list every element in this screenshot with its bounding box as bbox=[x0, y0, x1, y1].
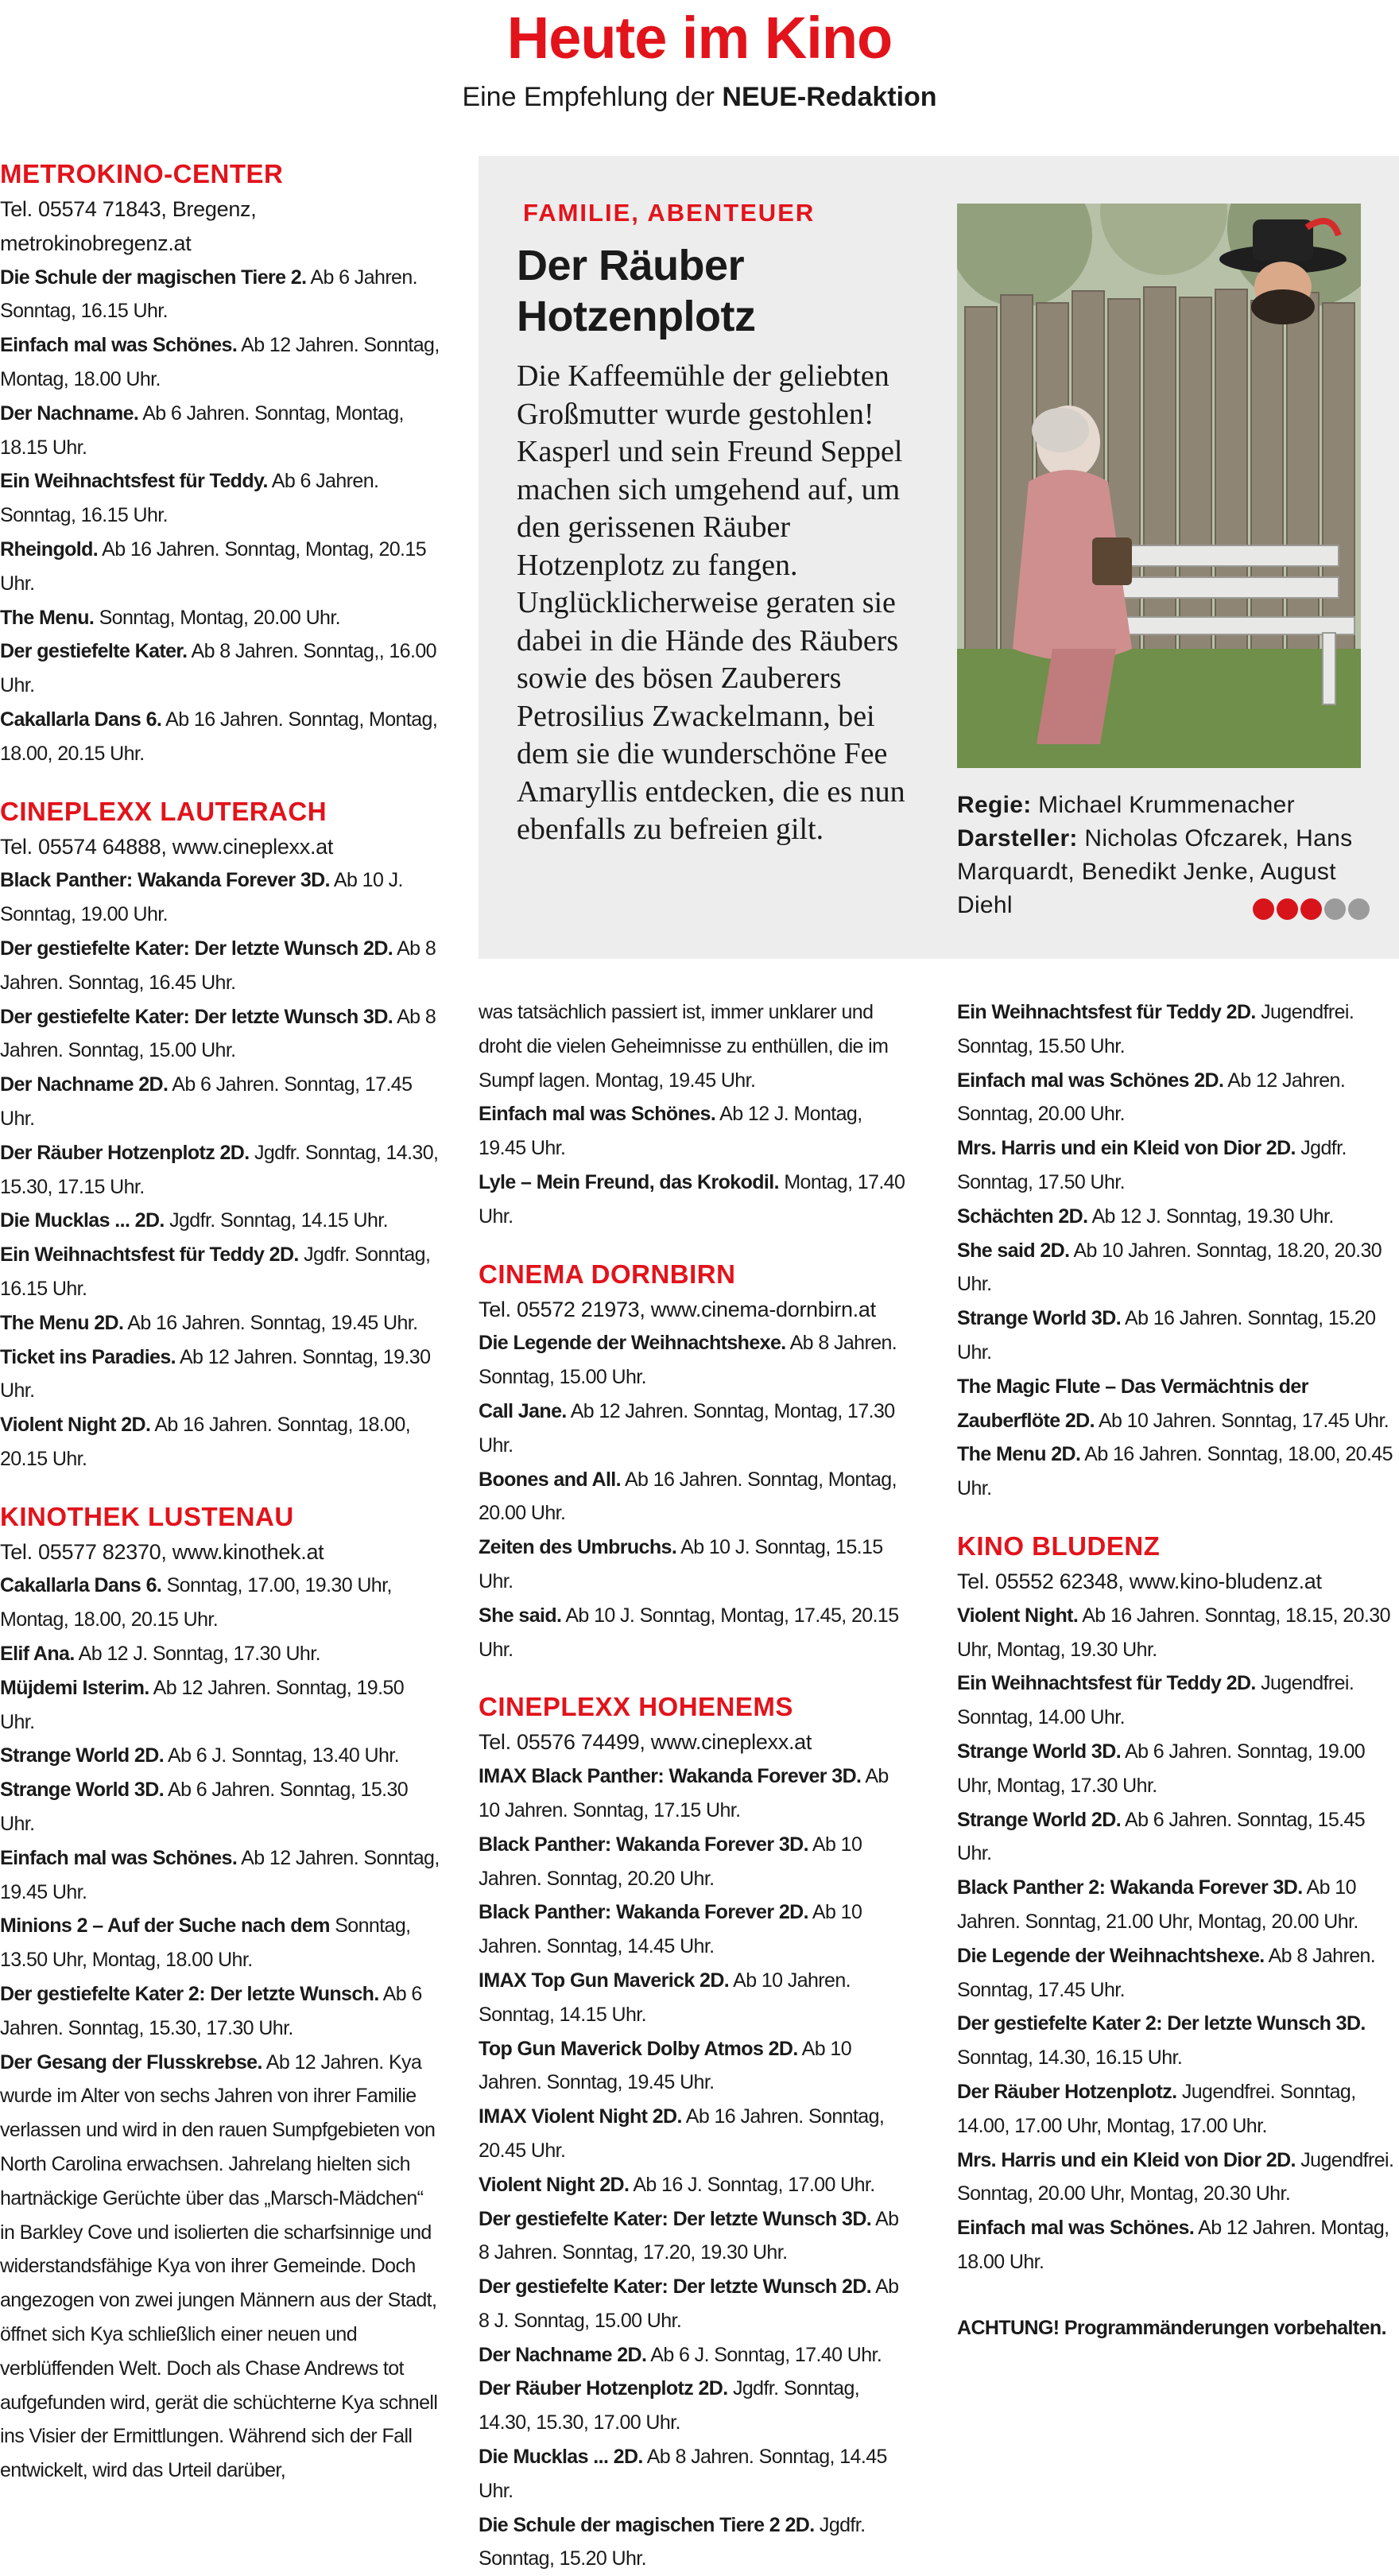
cinema-block bbox=[479, 1256, 908, 1667]
film-listing bbox=[0, 2046, 442, 2488]
film-title: Call Jane. bbox=[479, 1399, 567, 1422]
film-info: Jugendfrei. Sonntag, 20.00 Uhr, Montag, 20.30 Uhr. bbox=[957, 2148, 1394, 2206]
film-listing bbox=[0, 1671, 442, 1740]
film-title: Die Legende der Weihnachtshexe. bbox=[479, 1332, 786, 1355]
film-info: Ab 8 Jahren. Sonntag, 16.45 Uhr. bbox=[0, 937, 436, 994]
cinema-block bbox=[479, 995, 908, 1234]
film-listing bbox=[479, 2032, 908, 2101]
film-info: Sonntag, Montag, 20.00 Uhr. bbox=[94, 606, 341, 629]
film-listing bbox=[0, 1841, 442, 1910]
film-info: Ab 10 Jahren. Sonntag, 19.45 Uhr. bbox=[479, 2037, 852, 2094]
film-title: Einfach mal was Schönes 2D. bbox=[957, 1069, 1224, 1092]
film-info: Ab 6 Jahren. Sonntag, 15.30, 17.30 Uhr. bbox=[0, 1983, 422, 2039]
film-info: Jugendfrei. Sonntag, 15.50 Uhr. bbox=[957, 1001, 1354, 1057]
cinema-block bbox=[479, 1689, 908, 2576]
film-info: Ab 8 Jahren. Sonntag, 14.45 Uhr. bbox=[479, 2446, 887, 2502]
film-info: Jgdfr. Sonntag, 14.30, 15.30, 17.15 Uhr. bbox=[0, 1141, 439, 1198]
film-title: Top Gun Maverick Dolby Atmos 2D. bbox=[479, 2037, 798, 2060]
film-title: Lyle – Mein Freund, das Krokodil. bbox=[479, 1170, 779, 1193]
film-listing bbox=[0, 464, 442, 533]
film-info: Ab 16 Jahren. Sonntag, 20.45 Uhr. bbox=[479, 2105, 885, 2162]
film-title: Der gestiefelte Kater 2: Der letzte Wunsch 3D. bbox=[957, 2012, 1366, 2035]
film-title: Strange World 3D. bbox=[0, 1779, 165, 1802]
film-listing bbox=[0, 1204, 442, 1238]
film-listing bbox=[957, 995, 1399, 1064]
cinema-name: METROKINO-CENTER bbox=[0, 159, 284, 188]
film-listing bbox=[479, 2338, 908, 2372]
film-listing bbox=[0, 1000, 442, 1069]
film-listing bbox=[0, 1068, 442, 1136]
film-info: Ab 12 J. Sonntag, 17.30 Uhr. bbox=[74, 1643, 320, 1666]
film-title: Violent Night. bbox=[957, 1604, 1079, 1627]
feature-genre: FAMILIE, ABENTEUER bbox=[523, 199, 816, 227]
film-title: Der gestiefelte Kater: Der letzte Wunsch 2D. bbox=[479, 2275, 872, 2299]
cinema-name: KINO BLUDENZ bbox=[957, 1530, 1161, 1561]
film-title: Ein Weihnachtsfest für Teddy. bbox=[0, 470, 268, 493]
film-info: Ab 6 Jahren. Sonntag, 16.15 Uhr. bbox=[0, 266, 417, 323]
film-listing bbox=[957, 1131, 1399, 1200]
film-info: Ab 8 J. Sonntag, 15.00 Uhr. bbox=[479, 2275, 899, 2332]
film-title: Die Schule der magischen Tiere 2. bbox=[0, 266, 307, 289]
film-info: Ab 8 Jahren. Sonntag, 15.00 Uhr. bbox=[479, 1332, 897, 1389]
subtitle-prefix: Eine Empfehlung der bbox=[462, 82, 723, 112]
film-title: She said. bbox=[479, 1604, 562, 1627]
cinema-name: CINEMA DORNBIRN bbox=[479, 1259, 736, 1289]
film-listing bbox=[479, 1395, 908, 1463]
film-title: Der Gesang der Flusskrebse. bbox=[0, 2050, 262, 2074]
cinema-contact: Tel. 05552 62348, www.kino-bludenz.at bbox=[957, 1569, 1322, 1593]
film-listing bbox=[479, 1599, 908, 1667]
film-listing bbox=[0, 533, 442, 601]
film-title: Der Nachname. bbox=[0, 402, 139, 425]
film-info: Ab 12 Jahren. Sonntag, 19.30 Uhr. bbox=[0, 1345, 431, 1402]
film-listing bbox=[957, 2075, 1399, 2143]
film-info: Ab 10 Jahren. Sonntag, 17.45 Uhr. bbox=[1094, 1409, 1389, 1432]
film-info: Ab 8 Jahren. Sonntag, 17.20, 19.30 Uhr. bbox=[479, 2207, 899, 2264]
film-listing bbox=[957, 1871, 1399, 1939]
film-title: Der gestiefelte Kater: Der letzte Wunsch 2D. bbox=[0, 937, 393, 960]
film-info: Ab 16 Jahren. Sonntag, 19.45 Uhr. bbox=[123, 1311, 418, 1334]
film-title: Der Räuber Hotzenplotz 2D. bbox=[0, 1141, 250, 1164]
film-listing bbox=[479, 2168, 908, 2202]
film-title: The Menu 2D. bbox=[0, 1311, 124, 1334]
film-title: Black Panther: Wakanda Forever 3D. bbox=[479, 1833, 808, 1856]
film-title: Der Räuber Hotzenplotz 2D. bbox=[479, 2377, 728, 2400]
film-info: Jgdfr. Sonntag, 14.15 Uhr. bbox=[164, 1209, 388, 1232]
film-listing bbox=[957, 1735, 1399, 1803]
film-title: IMAX Top Gun Maverick 2D. bbox=[479, 1969, 730, 1992]
film-listing bbox=[957, 1064, 1399, 1132]
film-info: Ab 12 Jahren. Sonntag, 19.45 Uhr. bbox=[0, 1846, 440, 1903]
cinema-contact: Tel. 05576 74499, www.cineplexx.at bbox=[479, 1730, 812, 1755]
film-title: Strange World 3D. bbox=[957, 1307, 1122, 1330]
film-info: Ab 8 Jahren. Sonntag,, 16.00 Uhr. bbox=[0, 640, 436, 697]
film-listing bbox=[0, 1977, 442, 2046]
film-title: Minions 2 – Auf der Suche nach dem bbox=[0, 1915, 330, 1938]
program-change-note: ACHTUNG! Programmänderungen vorbehalten. bbox=[957, 2316, 1386, 2339]
film-listing bbox=[0, 1306, 442, 1340]
film-listing bbox=[0, 1637, 442, 1671]
film-listing bbox=[0, 703, 442, 771]
film-info: Ab 6 Jahren. Sonntag, 15.30 Uhr. bbox=[0, 1779, 409, 1836]
film-info: Ab 12 Jahren. Sonntag, Montag, 18.00 Uhr. bbox=[0, 334, 440, 390]
film-title: IMAX Black Panther: Wakanda Forever 3D. bbox=[479, 1765, 862, 1788]
film-info: Ab 10 Jahren. Sonntag, 21.00 Uhr, Montag, 20.00 Uhr. bbox=[957, 1876, 1358, 1933]
film-listing bbox=[957, 1437, 1399, 1506]
film-info: Jgdfr. Sonntag, 15.20 Uhr. bbox=[479, 2513, 866, 2570]
film-listing bbox=[0, 634, 442, 703]
film-info: Ab 6 Jahren. Sonntag, 19.00 Uhr, Montag, 17.30 Uhr. bbox=[957, 1740, 1366, 1797]
film-listing bbox=[0, 1340, 442, 1409]
cinema-block bbox=[957, 1528, 1399, 2279]
film-listing bbox=[479, 1097, 908, 1166]
cinema-contact: Tel. 05574 71843, Bregenz, metrokinobregenz.at bbox=[0, 197, 257, 255]
film-info: Ab 12 Jahren. Kya wurde im Alter von sechs Jahren von ihrer Familie verlassen und wird in den rauen Sumpfgebieten von North Carolina erwachsen. Jahrelang hielten sich hartnäckige Gerüchte über das „Marsch-Mädchen“ in Barkley Cove und isolierten die scharfsinnige und widerstandsfähige Kya von ihrer Gemeinde. Doch angezogen von zwei jungen Männern aus der Stadt, öffnet sich Kya schließlich einer neuen und verblüffenden Welt. Doch als Chase Andrews tot aufgefunden wird, gerät die schüchterne Kya schnell ins Visier der Ermittlungen. Während sich der Fall entwickelt, wird das Urteil darüber, bbox=[0, 2050, 438, 2482]
film-title: She said 2D. bbox=[957, 1239, 1070, 1262]
film-info: Ab 8 Jahren. Sonntag, 15.00 Uhr. bbox=[0, 1005, 436, 1062]
page-subtitle bbox=[0, 80, 1399, 114]
column-2 bbox=[479, 995, 908, 2576]
film-info: Ab 10 Jahren. Sonntag, 17.15 Uhr. bbox=[479, 1765, 889, 1821]
film-info: Ab 10 Jahren. Sonntag, 14.15 Uhr. bbox=[479, 1969, 851, 2026]
film-listing bbox=[0, 1909, 442, 1977]
film-title: Die Mucklas ... 2D. bbox=[479, 2446, 643, 2469]
film-listing bbox=[479, 2372, 908, 2440]
film-info: Ab 8 Jahren. Sonntag, 17.45 Uhr. bbox=[957, 1944, 1376, 2001]
film-listing bbox=[0, 932, 442, 1000]
cinema-name: CINEPLEXX HOHENEMS bbox=[479, 1692, 793, 1722]
regie-label: Regie: bbox=[957, 792, 1032, 818]
film-title: Der gestiefelte Kater: Der letzte Wunsch 3D. bbox=[479, 2207, 872, 2230]
film-title: Der Nachname 2D. bbox=[0, 1073, 169, 1096]
film-title: Cakallarla Dans 6. bbox=[0, 1574, 162, 1597]
film-title: Die Legende der Weihnachtshexe. bbox=[957, 1944, 1265, 1967]
film-title: Einfach mal was Schönes. bbox=[0, 334, 238, 357]
cinema-block bbox=[0, 156, 442, 771]
film-title: Boones and All. bbox=[479, 1468, 621, 1491]
film-info: Ab 12 J. Montag, 19.45 Uhr. bbox=[479, 1103, 862, 1160]
credits-regie bbox=[957, 789, 1386, 822]
film-listing bbox=[479, 1828, 908, 1896]
film-info: Ab 10 J. Sonntag, Montag, 17.45, 20.15 Uhr. bbox=[479, 1604, 899, 1661]
film-listing bbox=[957, 2007, 1399, 2075]
film-info: Ab 12 Jahren. Sonntag, Montag, 17.30 Uhr. bbox=[479, 1399, 895, 1457]
film-info: Jugendfrei. Sonntag, 14.00, 17.00 Uhr, Montag, 17.00 Uhr. bbox=[957, 2080, 1356, 2137]
movie-still-illustration bbox=[957, 204, 1361, 768]
film-title: Mrs. Harris und ein Kleid von Dior 2D. bbox=[957, 1137, 1296, 1160]
film-listing bbox=[479, 2100, 908, 2168]
film-listing bbox=[0, 863, 442, 932]
film-info: Montag, 17.40 Uhr. bbox=[479, 1170, 905, 1228]
film-listing bbox=[957, 1370, 1399, 1438]
cinema-name: KINOTHEK LUSTENAU bbox=[0, 1501, 294, 1531]
film-listing bbox=[479, 2440, 908, 2508]
darsteller-value: Nicholas Ofczarek, Hans Marquardt, Benedikt Jenke, August Diehl bbox=[957, 825, 1353, 918]
film-listing bbox=[0, 397, 442, 465]
film-info: Ab 10 Jahren. Sonntag, 14.45 Uhr. bbox=[479, 1901, 862, 1958]
cinema-contact: Tel. 05574 64888, www.cineplexx.at bbox=[0, 834, 334, 859]
film-listing bbox=[0, 328, 442, 397]
film-info: Ab 12 Jahren. Montag, 18.00 Uhr. bbox=[957, 2217, 1389, 2273]
film-listing bbox=[957, 1302, 1399, 1370]
rating-dot-filled bbox=[1253, 898, 1274, 920]
movie-still-image bbox=[957, 204, 1361, 768]
film-info: Ab 6 J. Sonntag, 13.40 Uhr. bbox=[164, 1744, 399, 1767]
film-info: Ab 16 Jahren. Sonntag, 18.00, 20.15 Uhr. bbox=[0, 1414, 411, 1470]
film-info: Ab 12 Jahren. Sonntag, 19.50 Uhr. bbox=[0, 1676, 405, 1733]
film-info: Ab 10 J. Sonntag, 15.15 Uhr. bbox=[479, 1536, 883, 1593]
film-title: Rheingold. bbox=[0, 537, 99, 561]
film-title: Black Panther: Wakanda Forever 2D. bbox=[479, 1901, 808, 1924]
film-listing bbox=[479, 1463, 908, 1531]
film-title: Ein Weihnachtsfest für Teddy 2D. bbox=[957, 1672, 1256, 1695]
film-listing bbox=[479, 2508, 908, 2576]
film-listing bbox=[0, 1569, 442, 1637]
film-info: Jgdfr. Sonntag, 17.50 Uhr. bbox=[957, 1137, 1347, 1193]
film-title: IMAX Violent Night 2D. bbox=[479, 2105, 682, 2128]
film-info: Ab 16 J. Sonntag, 17.00 Uhr. bbox=[629, 2173, 875, 2196]
film-listing bbox=[0, 261, 442, 329]
film-title: Der Räuber Hotzenplotz. bbox=[957, 2080, 1177, 2103]
film-title: Black Panther: Wakanda Forever 3D. bbox=[0, 869, 330, 892]
film-listing bbox=[957, 1666, 1399, 1735]
film-title: Violent Night 2D. bbox=[479, 2173, 630, 2196]
film-listing bbox=[0, 1739, 442, 1773]
film-listing bbox=[479, 2202, 908, 2271]
film-listing bbox=[957, 1200, 1399, 1234]
film-title: Zeiten des Umbruchs. bbox=[479, 1536, 677, 1559]
film-info: Ab 6 Jahren. Sonntag, 16.15 Uhr. bbox=[0, 470, 379, 527]
film-title: Die Schule der magischen Tiere 2 2D. bbox=[479, 2513, 815, 2536]
cinema-block bbox=[0, 793, 442, 1476]
film-title: Ein Weihnachtsfest für Teddy 2D. bbox=[957, 1001, 1256, 1023]
film-info: Ab 16 Jahren. Sonntag, 18.15, 20.30 Uhr, Montag, 19.30 Uhr. bbox=[957, 1604, 1390, 1661]
column-3 bbox=[957, 995, 1399, 2345]
rating-dot-filled bbox=[1277, 898, 1298, 920]
subtitle-brand: NEUE-Redaktion bbox=[722, 82, 937, 112]
film-listing bbox=[957, 1234, 1399, 1302]
film-listing bbox=[479, 1759, 908, 1828]
film-listing bbox=[0, 1408, 442, 1476]
regie-value: Michael Krummenacher bbox=[1031, 792, 1295, 818]
film-info: Ab 6 Jahren. Sonntag, 15.45 Uhr. bbox=[957, 1808, 1366, 1865]
feature-text: Die Kaffeemühle der geliebten Großmutter wurde gestohlen! Kasperl und sein Freund Seppel machen sich umgehend auf, um den gerissenen Räuber Hotzenplotz zu fangen. Unglücklicherweise geraten sie dabei in die Hände des Räubers sowie des bösen Zauberers Petrosilius Zwackelmann, bei dem sie die wunderschöne Fee Amaryllis entdecken, die es nun ebenfalls zu befreien gilt. bbox=[517, 359, 905, 846]
rating-dots bbox=[1253, 898, 1370, 921]
film-info: Ab 16 Jahren. Sonntag, 18.00, 20.45 Uhr. bbox=[957, 1443, 1393, 1500]
film-listing bbox=[957, 2211, 1399, 2279]
film-info: Ab 6 Jahren. Sonntag, 17.45 Uhr. bbox=[0, 1073, 413, 1130]
film-title: Der gestiefelte Kater. bbox=[0, 640, 188, 663]
film-title: The Magic Flute – Das Vermächtnis der Zauberflöte 2D. bbox=[957, 1375, 1308, 1432]
film-listing bbox=[479, 1895, 908, 1964]
film-listing bbox=[0, 1136, 442, 1205]
film-title: Strange World 2D. bbox=[0, 1744, 165, 1767]
film-title: Die Mucklas ... 2D. bbox=[0, 1209, 165, 1232]
film-info: was tatsächlich passiert ist, immer unklarer und droht die vielen Geheimnisse zu enthüllen, die im Sumpf lagen. Montag, 19.45 Uhr. bbox=[479, 1001, 889, 1092]
rating-dot-filled bbox=[1300, 898, 1322, 920]
film-info: Ab 16 Jahren. Sonntag, Montag, 20.15 Uhr. bbox=[0, 537, 427, 595]
film-info: Ab 10 J. Sonntag, 19.00 Uhr. bbox=[0, 869, 403, 926]
film-title: Black Panther 2: Wakanda Forever 3D. bbox=[957, 1876, 1303, 1899]
rating-dot-empty bbox=[1324, 898, 1346, 920]
film-title: Strange World 2D. bbox=[957, 1808, 1122, 1831]
film-title: Einfach mal was Schönes. bbox=[479, 1103, 716, 1126]
film-title: Müjdemi Isterim. bbox=[0, 1676, 149, 1699]
film-listing bbox=[0, 1238, 442, 1306]
film-title: Der gestiefelte Kater: Der letzte Wunsch 3D. bbox=[0, 1005, 393, 1028]
film-info: Ab 16 Jahren. Sonntag, 15.20 Uhr. bbox=[957, 1307, 1376, 1364]
film-title: Cakallarla Dans 6. bbox=[0, 708, 162, 731]
film-title: The Menu. bbox=[0, 606, 95, 629]
film-title: Violent Night 2D. bbox=[0, 1414, 151, 1437]
film-listing bbox=[957, 1803, 1399, 1872]
cinema-block bbox=[957, 995, 1399, 1506]
film-info: Ab 12 Jahren. Sonntag, 20.00 Uhr. bbox=[957, 1069, 1346, 1126]
film-title: Mrs. Harris und ein Kleid von Dior 2D. bbox=[957, 2148, 1296, 2171]
darsteller-label: Darsteller: bbox=[957, 825, 1078, 852]
feature-title: Der Räuber Hotzenplotz bbox=[517, 242, 756, 340]
film-listing bbox=[957, 2143, 1399, 2212]
film-title: Ticket ins Paradies. bbox=[0, 1345, 176, 1368]
film-info: Jgdfr. Sonntag, 14.30, 15.30, 17.00 Uhr. bbox=[479, 2377, 860, 2434]
page-title: Heute im Kino bbox=[506, 5, 893, 71]
film-title: Einfach mal was Schönes. bbox=[0, 1846, 238, 1869]
film-title: Einfach mal was Schönes. bbox=[957, 2217, 1195, 2240]
film-title: Schächten 2D. bbox=[957, 1205, 1088, 1228]
cinema-contact: Tel. 05577 82370, www.kinothek.at bbox=[0, 1539, 324, 1564]
film-info: Ab 6 J. Sonntag, 17.40 Uhr. bbox=[646, 2343, 882, 2366]
film-listing bbox=[479, 2270, 908, 2338]
film-info: Jgdfr. Sonntag, 16.15 Uhr. bbox=[0, 1243, 431, 1300]
film-title: Der gestiefelte Kater 2: Der letzte Wunsch. bbox=[0, 1983, 379, 2006]
film-listing bbox=[479, 1166, 908, 1234]
rating-dot-empty bbox=[1348, 898, 1370, 920]
film-listing bbox=[957, 1939, 1399, 2008]
film-info: Ab 16 Jahren. Sonntag, Montag, 18.00, 20.15 Uhr. bbox=[0, 708, 438, 765]
film-title: Ein Weihnachtsfest für Teddy 2D. bbox=[0, 1243, 299, 1267]
film-info: Ab 16 Jahren. Sonntag, Montag, 20.00 Uhr. bbox=[479, 1468, 897, 1525]
film-info: Ab 6 Jahren. Sonntag, Montag, 18.15 Uhr. bbox=[0, 402, 404, 459]
film-info: Jugendfrei. Sonntag, 14.00 Uhr. bbox=[957, 1672, 1354, 1729]
cinema-block bbox=[0, 1499, 442, 2488]
film-title: Elif Ana. bbox=[0, 1643, 75, 1666]
film-info: Ab 10 Jahren. Sonntag, 20.20 Uhr. bbox=[479, 1833, 862, 1890]
film-info: Sonntag, 17.00, 19.30 Uhr, Montag, 18.00, 20.15 Uhr. bbox=[0, 1574, 392, 1631]
column-1 bbox=[0, 156, 442, 2488]
film-listing bbox=[0, 601, 442, 635]
film-listing bbox=[957, 1599, 1399, 1667]
film-title: Der Nachname 2D. bbox=[479, 2343, 647, 2366]
film-listing bbox=[479, 995, 908, 1097]
cinema-name: CINEPLEXX LAUTERACH bbox=[0, 796, 327, 826]
film-listing bbox=[479, 1530, 908, 1599]
film-info: Sonntag, 13.50 Uhr, Montag, 18.00 Uhr. bbox=[0, 1915, 411, 1972]
film-info: Ab 10 Jahren. Sonntag, 18.20, 20.30 Uhr. bbox=[957, 1239, 1382, 1296]
film-listing bbox=[0, 1773, 442, 1841]
film-listing bbox=[479, 1964, 908, 2032]
film-info: Sonntag, 14.30, 16.15 Uhr. bbox=[957, 2046, 1183, 2070]
film-listing bbox=[479, 1326, 908, 1395]
film-info: Ab 12 J. Sonntag, 19.30 Uhr. bbox=[1087, 1205, 1334, 1228]
cinema-contact: Tel. 05572 21973, www.cinema-dornbirn.at bbox=[479, 1297, 876, 1321]
film-title: Strange World 3D. bbox=[957, 1740, 1122, 1763]
film-title: The Menu 2D. bbox=[957, 1443, 1081, 1466]
